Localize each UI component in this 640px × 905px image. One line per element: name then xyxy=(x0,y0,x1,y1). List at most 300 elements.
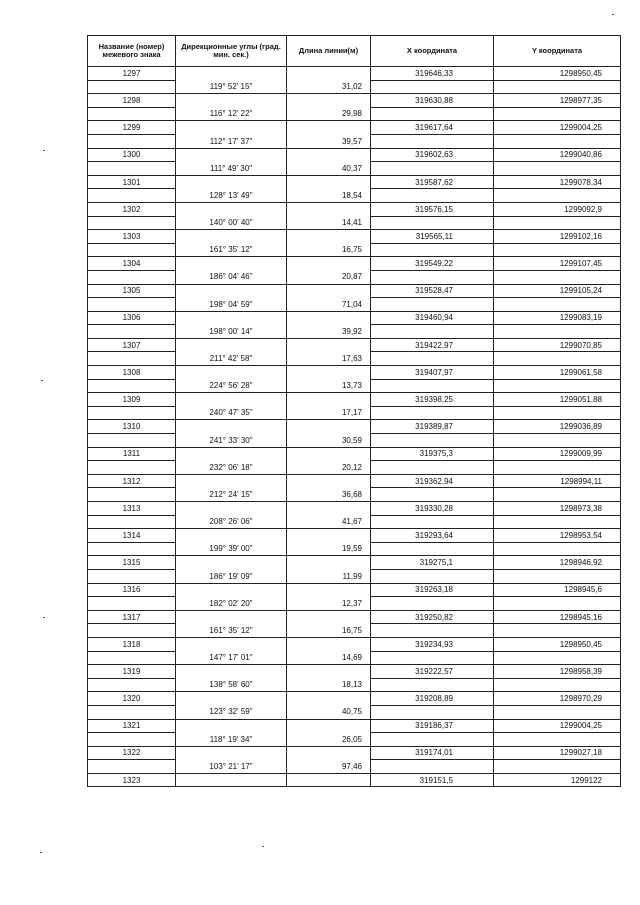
segment-row xyxy=(88,107,621,121)
empty-cell xyxy=(371,298,494,312)
point-row xyxy=(88,175,621,189)
direction-angle-cell: 112° 17' 37" xyxy=(176,134,287,148)
empty-cell xyxy=(287,583,371,597)
empty-cell xyxy=(494,569,621,583)
empty-cell xyxy=(176,148,287,162)
y-coordinate-cell: 1299004,25 xyxy=(494,719,621,733)
empty-cell xyxy=(371,651,494,665)
line-length-cell: 71,04 xyxy=(287,298,371,312)
empty-cell xyxy=(287,719,371,733)
x-coordinate-cell: 319398,25 xyxy=(371,393,494,407)
y-coordinate-cell: 1299061,58 xyxy=(494,366,621,380)
empty-cell xyxy=(371,597,494,611)
empty-cell xyxy=(176,311,287,325)
empty-cell xyxy=(371,352,494,366)
empty-cell xyxy=(287,637,371,651)
y-coordinate-cell: 1299107,45 xyxy=(494,257,621,271)
empty-cell xyxy=(176,121,287,135)
header-line-length: Длина линии(м) xyxy=(287,36,371,67)
empty-cell xyxy=(88,651,176,665)
empty-cell xyxy=(371,542,494,556)
empty-cell xyxy=(494,434,621,448)
x-coordinate-cell: 319389,87 xyxy=(371,420,494,434)
empty-cell xyxy=(494,379,621,393)
empty-cell xyxy=(287,447,371,461)
line-length-cell: 19,59 xyxy=(287,542,371,556)
y-coordinate-cell: 1298973,38 xyxy=(494,502,621,516)
empty-cell xyxy=(88,597,176,611)
x-coordinate-cell: 319174,01 xyxy=(371,746,494,760)
direction-angle-cell: 182° 02' 20" xyxy=(176,597,287,611)
empty-cell xyxy=(176,366,287,380)
point-name-cell: 1310 xyxy=(88,420,176,434)
empty-cell xyxy=(371,216,494,230)
segment-row xyxy=(88,134,621,148)
empty-cell xyxy=(371,733,494,747)
point-name-cell: 1302 xyxy=(88,202,176,216)
direction-angle-cell: 186° 04' 46" xyxy=(176,270,287,284)
scan-speck xyxy=(43,617,45,618)
empty-cell xyxy=(287,502,371,516)
empty-cell xyxy=(287,773,371,787)
y-coordinate-cell: 1299036,89 xyxy=(494,420,621,434)
empty-cell xyxy=(371,624,494,638)
x-coordinate-cell: 319234,93 xyxy=(371,637,494,651)
line-length-cell: 36,68 xyxy=(287,488,371,502)
y-coordinate-cell: 1298950,45 xyxy=(494,637,621,651)
point-name-cell: 1323 xyxy=(88,773,176,787)
x-coordinate-cell: 319186,37 xyxy=(371,719,494,733)
header-y-coordinate: Y координата xyxy=(494,36,621,67)
segment-row xyxy=(88,461,621,475)
empty-cell xyxy=(287,230,371,244)
empty-cell xyxy=(371,515,494,529)
point-name-cell: 1321 xyxy=(88,719,176,733)
direction-angle-cell: 147° 17' 01" xyxy=(176,651,287,665)
point-row xyxy=(88,284,621,298)
header-point-name: Название (номер) межевого знака xyxy=(88,36,176,67)
y-coordinate-cell: 1298958,39 xyxy=(494,665,621,679)
scan-speck xyxy=(262,846,264,847)
empty-cell xyxy=(371,461,494,475)
direction-angle-cell: 211° 42' 58" xyxy=(176,352,287,366)
empty-cell xyxy=(494,488,621,502)
empty-cell xyxy=(88,298,176,312)
point-name-cell: 1316 xyxy=(88,583,176,597)
segment-row xyxy=(88,488,621,502)
line-length-cell: 40,37 xyxy=(287,162,371,176)
empty-cell xyxy=(287,67,371,81)
empty-cell xyxy=(176,583,287,597)
line-length-cell: 30,59 xyxy=(287,434,371,448)
segment-row xyxy=(88,678,621,692)
direction-angle-cell: 140° 00' 40" xyxy=(176,216,287,230)
empty-cell xyxy=(287,366,371,380)
empty-cell xyxy=(494,461,621,475)
segment-row xyxy=(88,515,621,529)
line-length-cell: 11,99 xyxy=(287,569,371,583)
point-row xyxy=(88,529,621,543)
segment-row xyxy=(88,760,621,774)
direction-angle-cell: 240° 47' 35" xyxy=(176,406,287,420)
point-name-cell: 1320 xyxy=(88,692,176,706)
empty-cell xyxy=(371,379,494,393)
point-row xyxy=(88,502,621,516)
x-coordinate-cell: 319330,28 xyxy=(371,502,494,516)
empty-cell xyxy=(371,406,494,420)
direction-angle-cell: 212° 24' 15" xyxy=(176,488,287,502)
direction-angle-cell: 208° 26' 06" xyxy=(176,515,287,529)
point-name-cell: 1309 xyxy=(88,393,176,407)
empty-cell xyxy=(88,569,176,583)
empty-cell xyxy=(88,270,176,284)
empty-cell xyxy=(176,420,287,434)
y-coordinate-cell: 1298970,29 xyxy=(494,692,621,706)
segment-row xyxy=(88,406,621,420)
header-row xyxy=(88,36,621,67)
y-coordinate-cell: 1298950,45 xyxy=(494,67,621,81)
direction-angle-cell: 241° 33' 30" xyxy=(176,434,287,448)
line-length-cell: 39,92 xyxy=(287,325,371,339)
empty-cell xyxy=(176,447,287,461)
y-coordinate-cell: 1298977,35 xyxy=(494,94,621,108)
point-row xyxy=(88,556,621,570)
x-coordinate-cell: 319275,1 xyxy=(371,556,494,570)
empty-cell xyxy=(176,393,287,407)
line-length-cell: 20,87 xyxy=(287,270,371,284)
table-header xyxy=(88,36,621,67)
empty-cell xyxy=(88,352,176,366)
segment-row xyxy=(88,651,621,665)
scan-speck xyxy=(40,852,42,853)
y-coordinate-cell: 1299102,16 xyxy=(494,230,621,244)
empty-cell xyxy=(176,502,287,516)
point-row xyxy=(88,148,621,162)
direction-angle-cell: 123° 32' 59" xyxy=(176,705,287,719)
direction-angle-cell: 199° 39' 00" xyxy=(176,542,287,556)
x-coordinate-cell: 319549,22 xyxy=(371,257,494,271)
empty-cell xyxy=(88,189,176,203)
empty-cell xyxy=(494,406,621,420)
y-coordinate-cell: 1299078,34 xyxy=(494,175,621,189)
header-direction-angle: Дирекционные углы (град. мин. сек.) xyxy=(176,36,287,67)
empty-cell xyxy=(494,134,621,148)
empty-cell xyxy=(176,529,287,543)
empty-cell xyxy=(88,134,176,148)
empty-cell xyxy=(494,325,621,339)
empty-cell xyxy=(494,678,621,692)
empty-cell xyxy=(88,733,176,747)
empty-cell xyxy=(88,325,176,339)
y-coordinate-cell: 1298945,16 xyxy=(494,610,621,624)
x-coordinate-cell: 319362,94 xyxy=(371,474,494,488)
empty-cell xyxy=(494,624,621,638)
empty-cell xyxy=(494,270,621,284)
point-row xyxy=(88,67,621,81)
segment-row xyxy=(88,352,621,366)
y-coordinate-cell: 1298946,92 xyxy=(494,556,621,570)
empty-cell xyxy=(176,202,287,216)
x-coordinate-cell: 319250,82 xyxy=(371,610,494,624)
segment-row xyxy=(88,569,621,583)
empty-cell xyxy=(88,760,176,774)
point-row xyxy=(88,393,621,407)
line-length-cell: 18,54 xyxy=(287,189,371,203)
line-length-cell: 26,05 xyxy=(287,733,371,747)
direction-angle-cell: 116° 12' 22" xyxy=(176,107,287,121)
empty-cell xyxy=(176,67,287,81)
segment-row xyxy=(88,298,621,312)
empty-cell xyxy=(176,773,287,787)
x-coordinate-cell: 319565,11 xyxy=(371,230,494,244)
direction-angle-cell: 118° 19' 34" xyxy=(176,733,287,747)
y-coordinate-cell: 1299040,86 xyxy=(494,148,621,162)
y-coordinate-cell: 1299051,88 xyxy=(494,393,621,407)
segment-row xyxy=(88,216,621,230)
direction-angle-cell: 224° 56' 28" xyxy=(176,379,287,393)
point-row xyxy=(88,474,621,488)
y-coordinate-cell: 1299027,18 xyxy=(494,746,621,760)
segment-row xyxy=(88,270,621,284)
x-coordinate-cell: 319208,89 xyxy=(371,692,494,706)
direction-angle-cell: 111° 49' 30" xyxy=(176,162,287,176)
direction-angle-cell: 232° 06' 18" xyxy=(176,461,287,475)
empty-cell xyxy=(371,434,494,448)
empty-cell xyxy=(287,94,371,108)
line-length-cell: 16,75 xyxy=(287,243,371,257)
empty-cell xyxy=(371,270,494,284)
empty-cell xyxy=(88,216,176,230)
empty-cell xyxy=(176,692,287,706)
point-row xyxy=(88,610,621,624)
segment-row xyxy=(88,162,621,176)
x-coordinate-cell: 319375,3 xyxy=(371,447,494,461)
empty-cell xyxy=(494,162,621,176)
segment-row xyxy=(88,243,621,257)
x-coordinate-cell: 319222,57 xyxy=(371,665,494,679)
empty-cell xyxy=(287,393,371,407)
empty-cell xyxy=(176,610,287,624)
empty-cell xyxy=(176,175,287,189)
empty-cell xyxy=(371,189,494,203)
y-coordinate-cell: 1298994,11 xyxy=(494,474,621,488)
empty-cell xyxy=(88,678,176,692)
empty-cell xyxy=(371,107,494,121)
empty-cell xyxy=(176,474,287,488)
empty-cell xyxy=(176,719,287,733)
empty-cell xyxy=(287,746,371,760)
empty-cell xyxy=(287,529,371,543)
empty-cell xyxy=(88,624,176,638)
point-name-cell: 1322 xyxy=(88,746,176,760)
empty-cell xyxy=(176,338,287,352)
empty-cell xyxy=(494,597,621,611)
boundary-coordinates-table xyxy=(87,35,621,787)
line-length-cell: 41,67 xyxy=(287,515,371,529)
point-name-cell: 1308 xyxy=(88,366,176,380)
empty-cell xyxy=(371,488,494,502)
empty-cell xyxy=(494,651,621,665)
point-name-cell: 1318 xyxy=(88,637,176,651)
empty-cell xyxy=(176,257,287,271)
empty-cell xyxy=(287,338,371,352)
empty-cell xyxy=(287,665,371,679)
line-length-cell: 13,73 xyxy=(287,379,371,393)
empty-cell xyxy=(88,162,176,176)
x-coordinate-cell: 319528,47 xyxy=(371,284,494,298)
y-coordinate-cell: 1299009,99 xyxy=(494,447,621,461)
direction-angle-cell: 198° 00' 14" xyxy=(176,325,287,339)
direction-angle-cell: 186° 19' 09" xyxy=(176,569,287,583)
empty-cell xyxy=(88,434,176,448)
segment-row xyxy=(88,705,621,719)
empty-cell xyxy=(88,406,176,420)
empty-cell xyxy=(88,243,176,257)
point-name-cell: 1319 xyxy=(88,665,176,679)
x-coordinate-cell: 319602,63 xyxy=(371,148,494,162)
point-row xyxy=(88,583,621,597)
empty-cell xyxy=(371,760,494,774)
empty-cell xyxy=(494,542,621,556)
x-coordinate-cell: 319630,88 xyxy=(371,94,494,108)
segment-row xyxy=(88,542,621,556)
empty-cell xyxy=(88,488,176,502)
empty-cell xyxy=(494,733,621,747)
line-length-cell: 14,41 xyxy=(287,216,371,230)
direction-angle-cell: 103° 21' 17" xyxy=(176,760,287,774)
segment-row xyxy=(88,379,621,393)
point-name-cell: 1300 xyxy=(88,148,176,162)
empty-cell xyxy=(371,162,494,176)
point-row xyxy=(88,447,621,461)
empty-cell xyxy=(287,692,371,706)
point-name-cell: 1297 xyxy=(88,67,176,81)
point-name-cell: 1312 xyxy=(88,474,176,488)
y-coordinate-cell: 1299070,85 xyxy=(494,338,621,352)
line-length-cell: 12,37 xyxy=(287,597,371,611)
point-row xyxy=(88,746,621,760)
point-row xyxy=(88,230,621,244)
y-coordinate-cell: 1298953,54 xyxy=(494,529,621,543)
point-row xyxy=(88,121,621,135)
line-length-cell: 18,13 xyxy=(287,678,371,692)
empty-cell xyxy=(176,94,287,108)
line-length-cell: 31,02 xyxy=(287,80,371,94)
x-coordinate-cell: 319587,62 xyxy=(371,175,494,189)
empty-cell xyxy=(371,325,494,339)
x-coordinate-cell: 319263,18 xyxy=(371,583,494,597)
empty-cell xyxy=(494,107,621,121)
x-coordinate-cell: 319151,5 xyxy=(371,773,494,787)
scan-speck xyxy=(43,150,45,151)
empty-cell xyxy=(494,352,621,366)
x-coordinate-cell: 319422,97 xyxy=(371,338,494,352)
point-row xyxy=(88,311,621,325)
empty-cell xyxy=(371,243,494,257)
header-x-coordinate: X координата xyxy=(371,36,494,67)
segment-row xyxy=(88,733,621,747)
empty-cell xyxy=(371,705,494,719)
x-coordinate-cell: 319576,15 xyxy=(371,202,494,216)
empty-cell xyxy=(88,379,176,393)
empty-cell xyxy=(287,257,371,271)
segment-row xyxy=(88,325,621,339)
empty-cell xyxy=(494,216,621,230)
point-name-cell: 1313 xyxy=(88,502,176,516)
point-row xyxy=(88,665,621,679)
line-length-cell: 39,57 xyxy=(287,134,371,148)
empty-cell xyxy=(371,569,494,583)
scan-speck xyxy=(41,380,43,381)
point-name-cell: 1299 xyxy=(88,121,176,135)
point-name-cell: 1307 xyxy=(88,338,176,352)
line-length-cell: 17,17 xyxy=(287,406,371,420)
point-name-cell: 1304 xyxy=(88,257,176,271)
line-length-cell: 40,75 xyxy=(287,705,371,719)
empty-cell xyxy=(287,121,371,135)
direction-angle-cell: 161° 35' 12" xyxy=(176,243,287,257)
point-row xyxy=(88,338,621,352)
y-coordinate-cell: 1299122 xyxy=(494,773,621,787)
point-row xyxy=(88,637,621,651)
y-coordinate-cell: 1299083,19 xyxy=(494,311,621,325)
point-row xyxy=(88,94,621,108)
table-body xyxy=(88,67,621,787)
empty-cell xyxy=(494,189,621,203)
point-name-cell: 1306 xyxy=(88,311,176,325)
point-name-cell: 1303 xyxy=(88,230,176,244)
empty-cell xyxy=(88,515,176,529)
empty-cell xyxy=(287,610,371,624)
point-name-cell: 1315 xyxy=(88,556,176,570)
x-coordinate-cell: 319407,97 xyxy=(371,366,494,380)
point-row xyxy=(88,202,621,216)
direction-angle-cell: 138° 58' 60" xyxy=(176,678,287,692)
x-coordinate-cell: 319646,33 xyxy=(371,67,494,81)
y-coordinate-cell: 1299004,25 xyxy=(494,121,621,135)
point-row xyxy=(88,366,621,380)
line-length-cell: 14,69 xyxy=(287,651,371,665)
point-name-cell: 1314 xyxy=(88,529,176,543)
empty-cell xyxy=(494,80,621,94)
y-coordinate-cell: 1298945,6 xyxy=(494,583,621,597)
empty-cell xyxy=(371,678,494,692)
empty-cell xyxy=(176,746,287,760)
point-name-cell: 1301 xyxy=(88,175,176,189)
point-name-cell: 1298 xyxy=(88,94,176,108)
point-name-cell: 1317 xyxy=(88,610,176,624)
empty-cell xyxy=(494,760,621,774)
empty-cell xyxy=(371,80,494,94)
segment-row xyxy=(88,189,621,203)
empty-cell xyxy=(287,175,371,189)
direction-angle-cell: 198° 04' 59" xyxy=(176,298,287,312)
empty-cell xyxy=(88,107,176,121)
empty-cell xyxy=(176,637,287,651)
point-row xyxy=(88,692,621,706)
point-row xyxy=(88,420,621,434)
direction-angle-cell: 128° 13' 49" xyxy=(176,189,287,203)
empty-cell xyxy=(494,243,621,257)
point-name-cell: 1305 xyxy=(88,284,176,298)
x-coordinate-cell: 319460,94 xyxy=(371,311,494,325)
line-length-cell: 97,46 xyxy=(287,760,371,774)
segment-row xyxy=(88,597,621,611)
empty-cell xyxy=(287,202,371,216)
empty-cell xyxy=(176,665,287,679)
empty-cell xyxy=(287,311,371,325)
line-length-cell: 16,75 xyxy=(287,624,371,638)
